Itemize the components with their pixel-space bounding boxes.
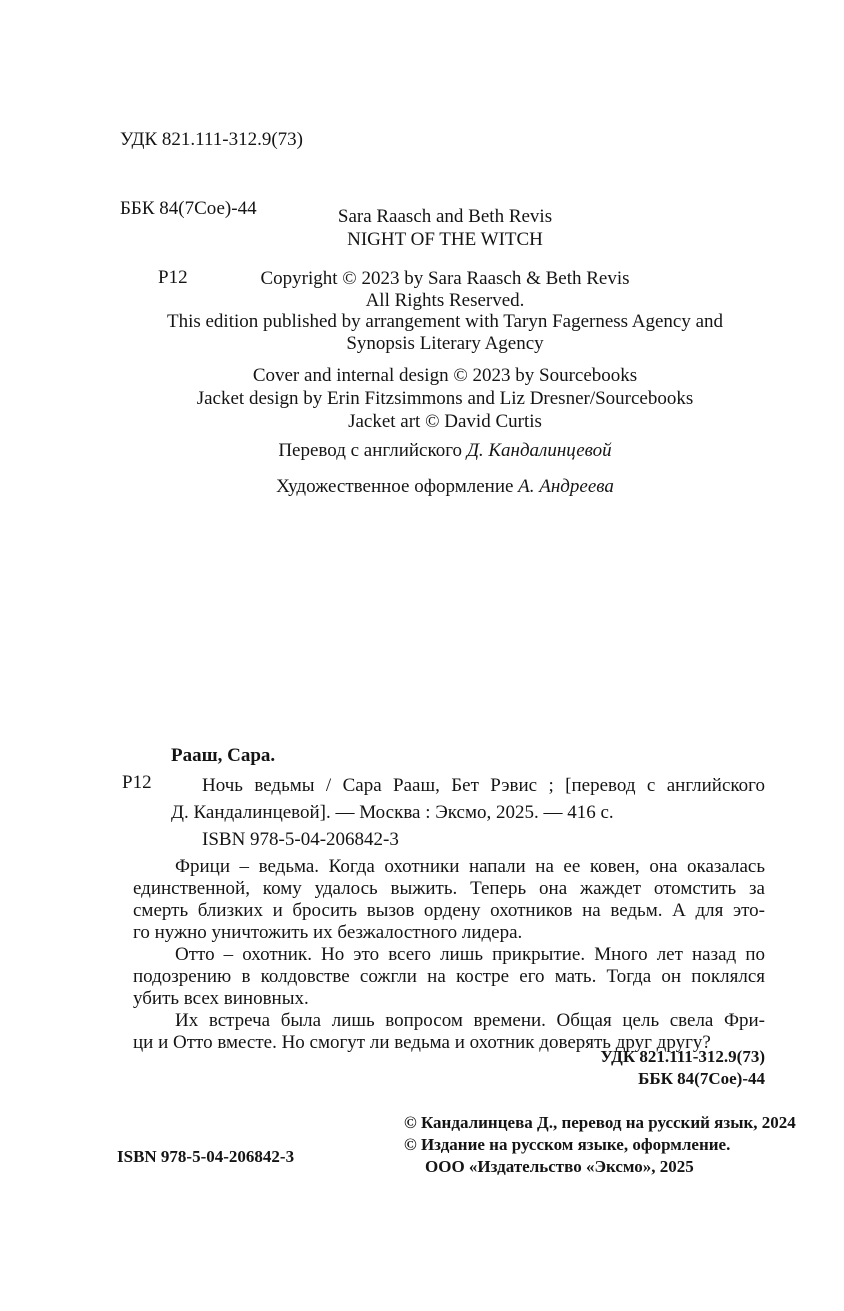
rights-reserved-line: All Rights Reserved. bbox=[365, 289, 525, 311]
annotation-line: Отто – охотник. Но это всего лишь прикрытие. Много лет назад по bbox=[175, 944, 765, 965]
publisher-line: ООО «Издательство «Эксмо», 2025 bbox=[425, 1157, 694, 1176]
annotation-line: единственной, кому удалось выжить. Теперь она жаждет отомстить за bbox=[133, 878, 765, 899]
original-title-block bbox=[125, 205, 765, 251]
cover-design-line: Cover and internal design © 2023 by Sourcebooks bbox=[252, 365, 638, 386]
bbk-code-bottom: ББК 84(7Сое)-44 bbox=[638, 1069, 765, 1088]
translation-credit-line bbox=[125, 440, 765, 462]
catalog-card-description bbox=[171, 772, 765, 826]
translation-copyright-line: © Кандалинцева Д., перевод на русский язык, 2024 bbox=[404, 1113, 796, 1132]
author-sign: Р12 bbox=[158, 267, 188, 288]
annotation-line: подозрению в колдовстве сожгли на костре его мать. Тогда он поклялся bbox=[133, 966, 765, 987]
jacket-art-line: Jacket art © David Curtis bbox=[348, 411, 542, 432]
edition-copyright-line: © Издание на русском языке, оформление. bbox=[404, 1135, 731, 1154]
arrangement-line: This edition published by arrangement with Taryn Fagerness Agency and bbox=[166, 311, 724, 332]
bbk-code: ББК 84(7Сое)-44 bbox=[120, 198, 257, 219]
copyright-line: Copyright © 2023 by Sara Raasch & Beth Revis bbox=[260, 268, 630, 289]
translator-name: Д. Кандалинцевой bbox=[466, 440, 612, 461]
original-title: NIGHT OF THE WITCH bbox=[347, 229, 543, 250]
annotation-line: ци и Отто вместе. Но смогут ли ведьма и охотник доверять друг другу? bbox=[133, 1032, 711, 1053]
design-credits-block bbox=[125, 364, 765, 433]
catalog-author-sign: Р12 bbox=[122, 772, 152, 793]
copyright-block bbox=[125, 268, 765, 354]
udk-code: УДК 821.111-312.9(73) bbox=[120, 129, 303, 150]
udk-code-bottom: УДК 821.111-312.9(73) bbox=[600, 1047, 765, 1066]
annotation-line: смерть близких и бросить вызов ордену охотников на ведьм. А для это- bbox=[133, 900, 765, 921]
annotation-block bbox=[133, 856, 765, 1054]
catalog-card-heading: Рааш, Сара. bbox=[171, 745, 276, 766]
catalog-isbn: ISBN 978-5-04-206842-3 bbox=[202, 829, 399, 850]
catalog-card-line: Ночь ведьмы / Сара Рааш, Бет Рэвис ; [перевод с английского bbox=[202, 775, 765, 796]
original-authors: Sara Raasch and Beth Revis bbox=[337, 206, 553, 227]
jacket-design-line: Jacket design by Erin Fitzsimmons and Liz Dresner/Sourcebooks bbox=[196, 388, 694, 409]
isbn-bottom: ISBN 978-5-04-206842-3 bbox=[117, 1147, 295, 1166]
art-credit-label: Художественное оформление bbox=[276, 476, 514, 497]
designer-name: А. Андреева bbox=[518, 476, 614, 497]
annotation-line: Фрици – ведьма. Когда охотники напали на ее ковен, она оказалась bbox=[175, 856, 765, 877]
annotation-line: го нужно уничтожить их безжалостного лидера. bbox=[133, 922, 523, 943]
art-credit-line bbox=[125, 476, 765, 498]
annotation-line: Их встреча была лишь вопросом времени. Общая цель свела Фри- bbox=[175, 1010, 765, 1031]
bottom-classification-codes bbox=[125, 1046, 765, 1090]
translation-credit-label: Перевод с английского bbox=[278, 440, 463, 461]
publisher-copyright-block bbox=[404, 1112, 796, 1178]
annotation-line: убить всех виновных. bbox=[133, 988, 309, 1009]
catalog-card-line: Д. Кандалинцевой]. — Москва : Эксмо, 2025. — 416 с. bbox=[171, 802, 614, 823]
agency-line: Synopsis Literary Agency bbox=[346, 332, 544, 354]
